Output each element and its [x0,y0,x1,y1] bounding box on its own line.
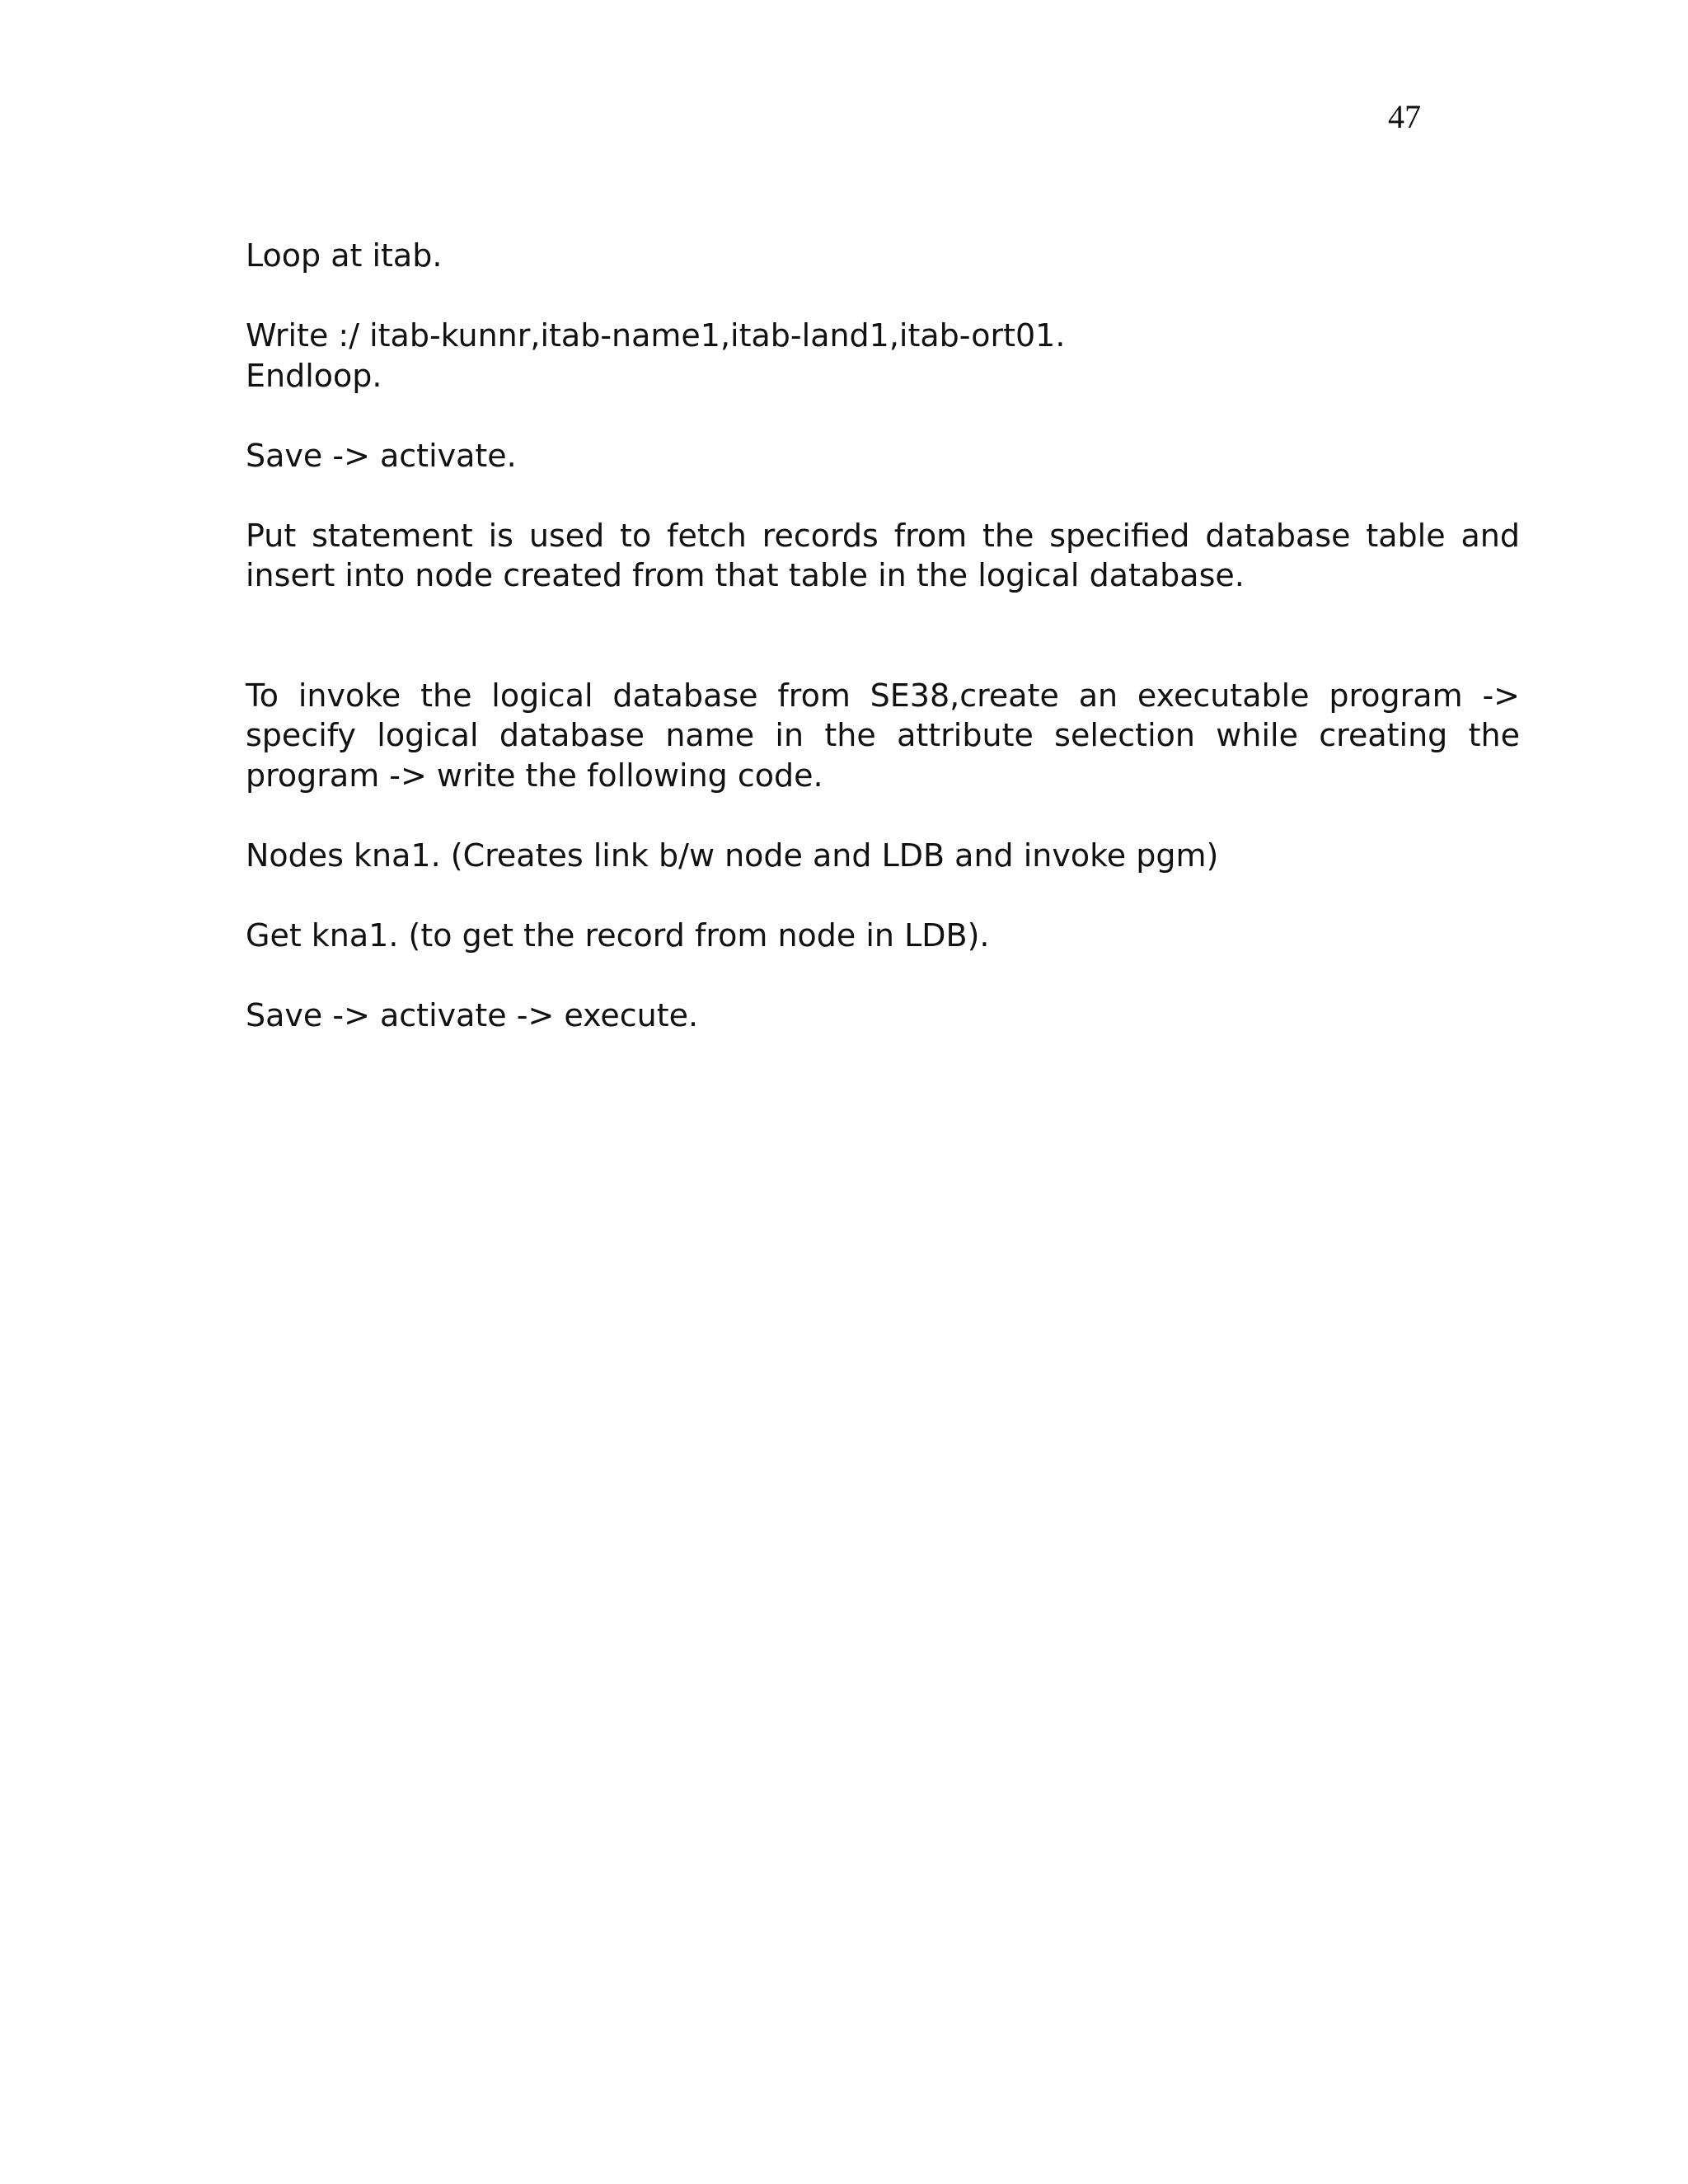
paragraph-nodes: Nodes kna1. (Creates link b/w node and LDB and invoke pgm) [246,837,1219,874]
paragraph-write-endloop [246,316,1520,396]
paragraph-save-activate: Save -> activate. [246,437,517,474]
paragraph-invoke-ldb: To invoke the logical database from SE38,create an executable program -> specify logical database name in the attribute selection while creating the program -> write the following code. [246,677,1520,794]
page-number: 47 [1388,98,1421,135]
code-line-write: Write :/ itab-kunnr,itab-name1,itab-land1,itab-ort01. [246,317,1066,354]
paragraph-put-statement: Put statement is used to fetch records from the specified database table and insert into node created from that table in the logical database. [246,517,1520,593]
paragraph-loop: Loop at itab. [246,237,443,274]
document-body [246,236,1520,1076]
paragraph-save-execute: Save -> activate -> execute. [246,996,699,1033]
code-line-endloop: Endloop. [246,357,382,394]
paragraph-get: Get kna1. (to get the record from node in LDB). [246,916,990,954]
